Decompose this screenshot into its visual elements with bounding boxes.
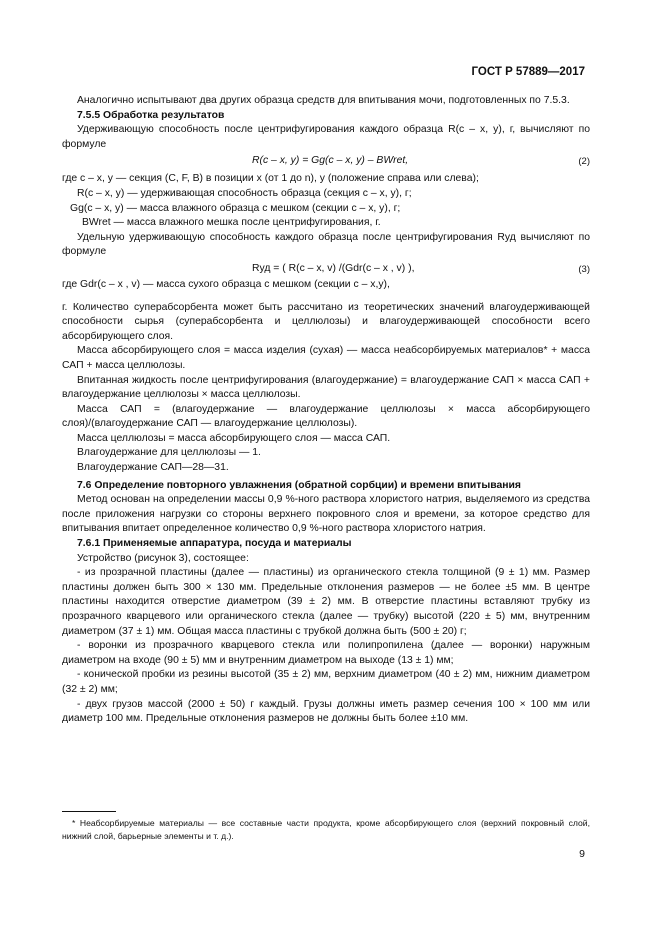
list-item-stopper: - конической пробки из резины высотой (35 ± 2) мм, верхним диаметром (40 ± 2) мм, нижним диаметром (32 ± 2) мм; [62, 669, 590, 695]
intro-paragraph: Аналогично испытывают два других образца средств для впитывания мочи, подготовленных по 7.5.3. [77, 95, 570, 106]
formula-3-where: где Gdr(c – x , v) — масса сухого образца с мешком (секции c – x,y), [62, 278, 390, 290]
footnote-separator [62, 811, 116, 812]
definition-r: R(c – x, y) — удерживающая способность образца (секция c – x, y), г; [77, 187, 412, 199]
paragraph-7-6: Метод основан на определении массы 0,9 %-ного раствора хлористого натрия, выделяемого из средства после приложения нагрузки со стороны верхнего покровного слоя и времени, за которое средство для впитывания впитает определенное количество 0,9 %-ного раствора хлористого натрия. [62, 494, 590, 535]
paragraph-cellulose-retention: Влагоудержание для целлюлозы — 1. [77, 447, 261, 459]
list-item-plate: - из прозрачной пластины (далее — пластины) из органического стекла толщиной (9 ± 1) мм. Размер пластины должен быть 300 × 130 мм. Предельные отклонения размеров — не более ±5 мм. В центре пластины находится отверстие диаметром (39 ± 2) мм. В отверстие пластины вставляют трубку из прозрачного кварцевого или органического стекла (далее — трубку) высотой (220 ± 5) мм, внутренним диаметром (37 ± 1) мм. Общая масса пластины с трубкой должна быть (500 ± 20) г; [62, 567, 590, 637]
paragraph-cellulose-mass: Масса целлюлозы = масса абсорбирующего слоя — масса САП. [77, 432, 391, 444]
formula-2-definitions [62, 187, 590, 231]
formula-2-where: где c – x, y — секция (C, F, B) в позиции x (от 1 до n), y (положение справа или слева); [62, 173, 479, 185]
paragraph-sap-retention: Влагоудержание САП—28—31. [77, 462, 229, 474]
list-item-weights: - двух грузов массой (2000 ± 50) г каждый. Грузы должны иметь размер сечения 100 × 100 мм или диаметр 100 мм. Предельные отклонения размеров не должны быть более ±10 мм. [62, 698, 590, 725]
document-header: ГОСТ Р 57889—2017 [471, 66, 585, 78]
page-number: 9 [579, 848, 585, 860]
definition-gg: Gg(c – x, y) — масса влажного образца с мешком (секции c – x, y), г; [70, 202, 401, 214]
paragraph-7-5-5-a: Удерживающую способность после центрифугирования каждого образца R(c – x, y), г, вычисляют по формуле [62, 124, 590, 150]
formula-3 [62, 260, 590, 278]
paragraph-absorbent-mass: Масса абсорбирующего слоя = масса изделия (сухая) — масса неабсорбируемых материалов* + масса САП + масса целлюлозы. [62, 345, 590, 371]
formula-2-number: (2) [578, 156, 590, 168]
paragraph-absorbed-liquid: Впитанная жидкость после центрифугирования (влагоудержание) = влагоудержание САП × масса САП + влагоудержание целлюлозы × масса целлюлозы. [62, 374, 590, 401]
list-item-funnel: - воронки из прозрачного кварцевого стекла или полипропилена (далее — воронки) наружным диаметром на входе (90 ± 5) мм и внутренним диаметром на выходе (13 ± 1) мм; [62, 640, 590, 666]
paragraph-7-5-5-b: Удельную удерживающую способность каждого образца после центрифугирования Rуд вычисляют по формуле [62, 231, 590, 258]
section-7-6-heading: 7.6 Определение повторного увлажнения (обратной сорбции) и времени впитывания [77, 479, 521, 491]
section-7-6-1-heading: 7.6.1 Применяемые аппаратура, посуда и материалы [77, 538, 352, 550]
formula-3-number: (3) [578, 263, 590, 275]
formula-3-expression: Rуд = ( R(c – x, v) /(Gdr(c – x , v) ), [252, 262, 415, 274]
document-body [62, 94, 590, 727]
paragraph-superabsorbent: г. Количество суперабсорбента может быть рассчитано из теоретических значений влагоудерживающей способности сырья (суперабсорбента и целлюлозы) и влагоудерживающей способности всего абсорбирующего слоя. [62, 301, 590, 342]
paragraph-sap-mass: Масса САП = (влагоудержание — влагоудержание целлюлозы × масса абсорбирующего слоя)/(влагоудержание САП — влагоудержание целлюлозы). [62, 403, 590, 430]
footnote: * Неабсорбируемые материалы — все составные части продукта, кроме абсорбирующего слоя (верхний покровный слой, нижний слой, барьерные элементы и т. д.). [62, 818, 590, 841]
section-7-5-5-heading: 7.5.5 Обработка результатов [77, 109, 225, 121]
paragraph-device: Устройство (рисунок 3), состоящее: [77, 552, 249, 564]
formula-2 [62, 152, 590, 172]
definition-bw: BWret — масса влажного мешка после центрифугирования, г. [82, 217, 381, 229]
formula-2-expression: R(c – x, y) = Gg(c – x, y) – BWret, [252, 155, 409, 167]
